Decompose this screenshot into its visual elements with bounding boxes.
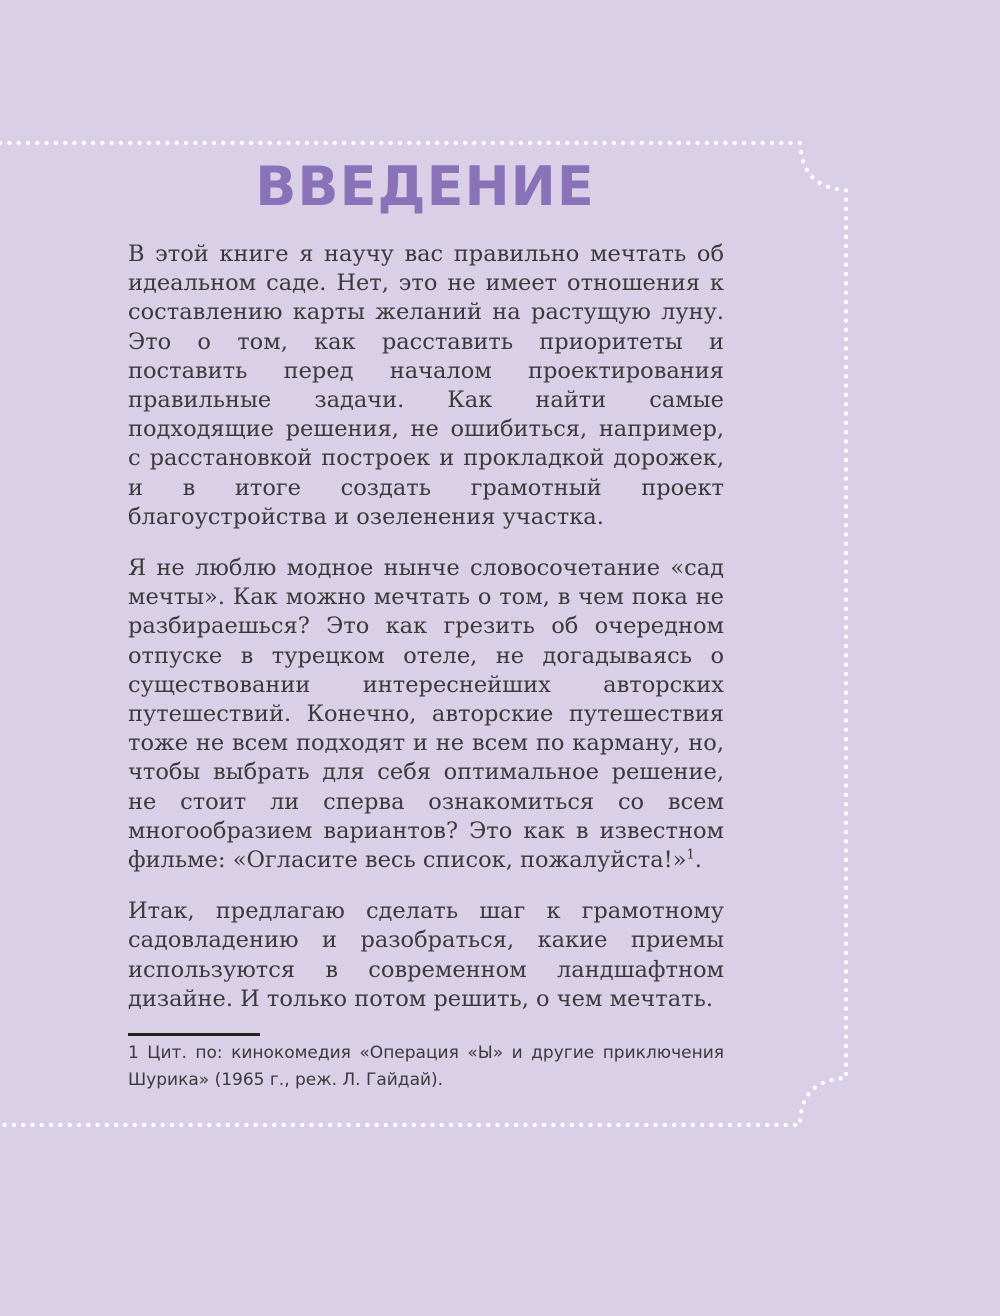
- paragraph-2-end: .: [694, 847, 702, 874]
- paragraph-2-text: Я не люблю модное нынче словосочетание «сад мечты». Как можно мечтать о том, в чем пока не разбираешься? Это как грезить об очередном отпуске в турецком отеле, не догадываясь о существовании интереснейших авторских путешествий. Конечно, авторские путешествия тоже не всем подходят и не всем по карману, но, чтобы выбрать для себя оптимальное решение, не стоит ли сперва ознакомиться со всем многообразием вариантов? Это как в известном фильме: «Огласите весь список, пожалуйста!»: [128, 555, 724, 874]
- page-title: ВВЕДЕНИЕ: [255, 155, 595, 218]
- paragraph-2: [128, 554, 724, 875]
- footnote-ref[interactable]: 1: [686, 847, 695, 863]
- body-text: [128, 240, 724, 1036]
- paragraph-3: Итак, предлагаю сделать шаг к грамотному садовладению и разобраться, какие приемы используются в современном ландшафтном дизайне. И только потом решить, о чем мечтать.: [128, 898, 724, 1012]
- footnote-rule: [128, 1033, 260, 1036]
- paragraph-1: В этой книге я научу вас правильно мечтать об идеальном саде. Нет, это не имеет отношения к составлению карты желаний на растущую луну. Это о том, как расставить приоритеты и поставить перед началом проектирования правильные задачи. Как найти самые подходящие решения, не ошибиться, например, с расстановкой построек и прокладкой дорожек, и в итоге создать грамотный проект благоустройства и озеленения участка.: [128, 241, 724, 530]
- footnote: 1 Цит. по: кинокомедия «Операция «Ы» и другие приключения Шурика» (1965 г., реж. Л. Гайдай).: [128, 1043, 724, 1090]
